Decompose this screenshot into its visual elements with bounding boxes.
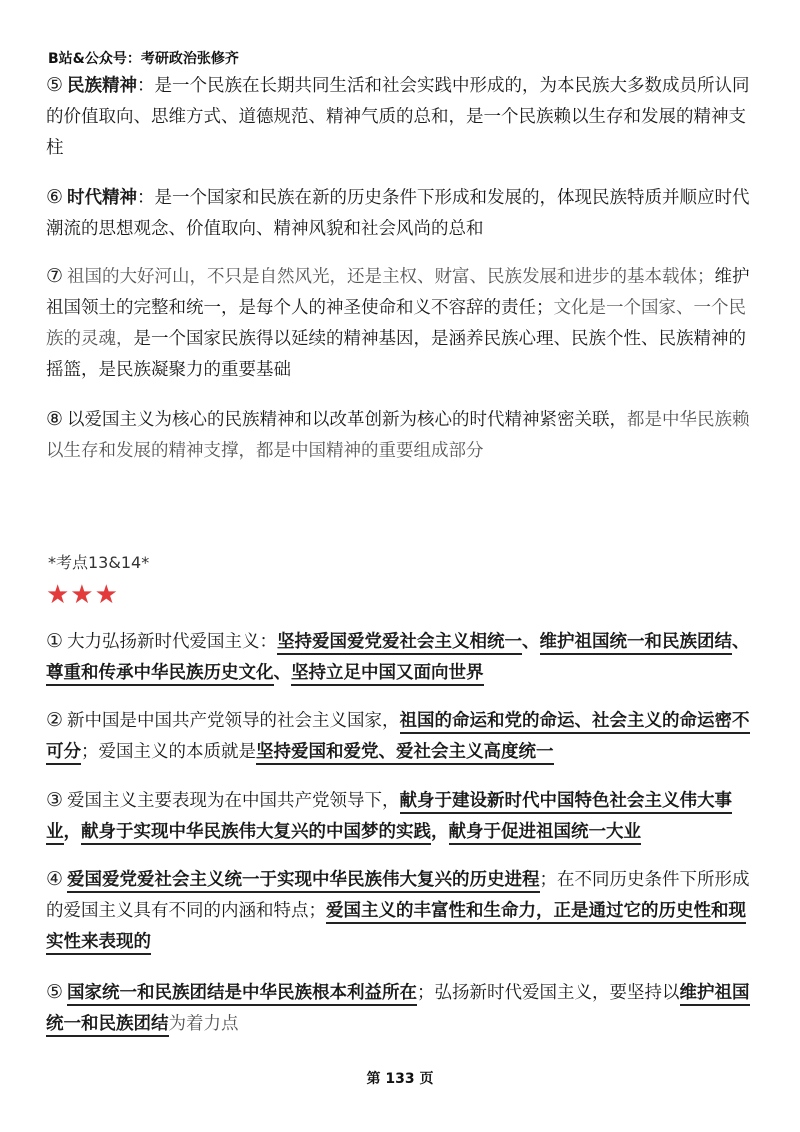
text-segment: ；在不同历史条件下所形成的爱国主义具有不同的内涵和特点； xyxy=(46,870,750,921)
point-4 xyxy=(46,864,758,958)
separator: 、 xyxy=(522,632,540,652)
section-title: *考点13&14* xyxy=(48,553,150,572)
underlined-key-phrase: 献身于促进祖国统一大业 xyxy=(449,822,642,845)
underlined-key-phrase: 爱国主义的丰富性和生命力，正是通过它的历史性和现实性来表现的 xyxy=(46,901,746,955)
page-header: B站&公众号：考研政治张修齐 xyxy=(48,51,239,67)
item-number: ④ xyxy=(46,868,64,890)
underlined-key-phrase: 国家统一和民族团结是中华民族根本利益所在 xyxy=(67,983,417,1006)
item-number: ⑤ xyxy=(46,981,64,1003)
text-segment: 都是中华民族赖以生存和发展的精神支撑，都是中国精神的重要组成部分 xyxy=(46,410,750,461)
separator: ， xyxy=(431,822,449,842)
item-number: ⑦ xyxy=(46,265,64,287)
text-segment: 以爱国主义为核心的民族精神和以改革创新为核心的时代精神紧密关联， xyxy=(67,410,628,430)
underlined-key-phrase: 献身于实现中华民族伟大复兴的中国梦的实践 xyxy=(81,822,431,845)
underlined-key-phrase: 坚持立足中国又面向世界 xyxy=(291,663,484,686)
item-5-national-spirit xyxy=(46,70,758,164)
term: 民族精神 xyxy=(67,76,138,96)
underlined-key-phrase: 维护祖国统一和民族团结 xyxy=(540,632,733,655)
point-1 xyxy=(46,626,758,689)
importance-stars: ★★★ xyxy=(46,580,119,610)
text-segment: 是一个国家民族得以延续的精神基因，是涵养民族心理、民族个性、民族精神的摇篮，是民族凝聚力的重要基础 xyxy=(46,329,746,380)
text-segment: 维护祖国领土的完整和统一，是每个人的神圣使命和义不容辞的责任； xyxy=(46,267,750,318)
item-number: ⑥ xyxy=(46,186,64,208)
item-7-motherland xyxy=(46,261,758,386)
item-8-spirit-link xyxy=(46,404,758,467)
page-number: 第 133 页 xyxy=(366,1071,434,1087)
underlined-key-phrase: 祖国的命运和党的命运、社会主义的命运密不可分 xyxy=(46,711,750,765)
text-segment: 为着力点 xyxy=(168,1014,239,1034)
item-number: ⑤ xyxy=(46,74,64,96)
text-segment: 祖国的大好河山，不只是自然风光，还是主权、财富、民族发展和进步的基本载体； xyxy=(67,267,715,287)
separator: 、 xyxy=(732,632,750,652)
point-5 xyxy=(46,977,758,1040)
text-segment: 文化是一个国家、一个民族的灵魂， xyxy=(46,298,746,349)
text-segment: 大力弘扬新时代爱国主义： xyxy=(67,632,278,652)
item-number: ② xyxy=(46,709,64,731)
item-number: ① xyxy=(46,630,64,652)
text-segment: ；弘扬新时代爱国主义，要坚持以 xyxy=(417,983,680,1003)
item-number: ⑧ xyxy=(46,408,64,430)
term: 时代精神 xyxy=(67,188,138,208)
definition: ：是一个国家和民族在新的历史条件下形成和发展的，体现民族特质并顺应时代潮流的思想观念、价值取向、精神风貌和社会风尚的总和 xyxy=(46,188,750,239)
point-3 xyxy=(46,785,758,848)
item-number: ③ xyxy=(46,789,64,811)
definition: ：是一个民族在长期共同生活和社会实践中形成的，为本民族大多数成员所认同的价值取向、思维方式、道德规范、精神气质的总和，是一个民族赖以生存和发展的精神支柱 xyxy=(46,76,750,158)
point-2 xyxy=(46,705,758,768)
text-segment: ；爱国主义的本质就是 xyxy=(81,742,256,762)
underlined-key-phrase: 爱国爱党爱社会主义统一于实现中华民族伟大复兴的历史进程 xyxy=(67,870,540,893)
separator: ， xyxy=(63,822,81,842)
underlined-key-phrase: 坚持爱国爱党爱社会主义相统一 xyxy=(277,632,522,655)
underlined-key-phrase: 尊重和传承中华民族历史文化 xyxy=(46,663,274,686)
text-segment: 爱国主义主要表现为在中国共产党领导下， xyxy=(67,791,400,811)
underlined-key-phrase: 献身于建设新时代中国特色社会主义伟大事业 xyxy=(46,791,732,845)
underlined-key-phrase: 坚持爱国和爱党、爱社会主义高度统一 xyxy=(256,742,554,765)
underlined-key-phrase: 维护祖国统一和民族团结 xyxy=(46,983,750,1037)
separator: 、 xyxy=(273,663,291,683)
item-6-era-spirit xyxy=(46,182,758,245)
text-segment: 新中国是中国共产党领导的社会主义国家， xyxy=(67,711,400,731)
